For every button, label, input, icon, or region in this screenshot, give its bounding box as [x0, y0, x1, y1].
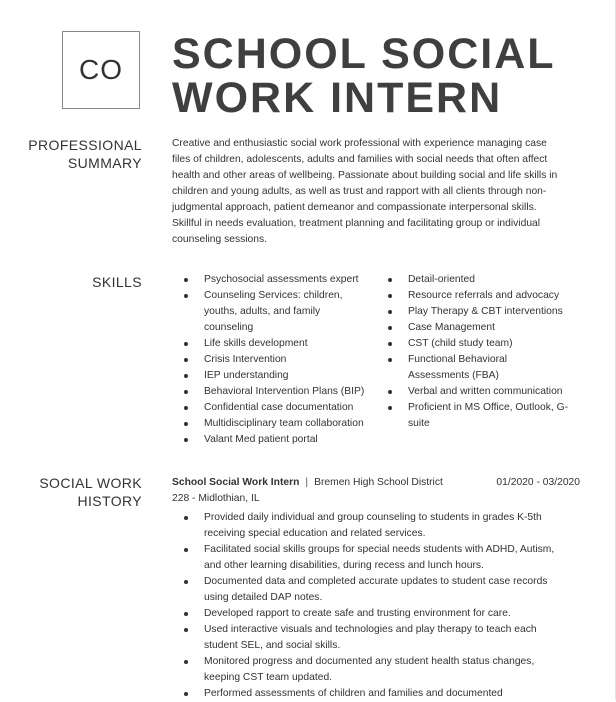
- duty-item: Documented data and completed accurate updates to student case records using detailed DAP notes.: [172, 574, 592, 606]
- duty-item: Facilitated social skills groups for special needs students with ADHD, Autism, and other learning disabilities, during recess and lunch hours.: [172, 542, 592, 574]
- title-line: SCHOOL SOCIAL: [172, 30, 556, 78]
- job-location: 228 - Midlothian, IL: [172, 493, 260, 504]
- heading-line: HISTORY: [77, 493, 142, 509]
- job-title: School Social Work Intern: [172, 477, 300, 488]
- title-line: WORK INTERN: [172, 74, 503, 122]
- history-heading: [20, 474, 142, 510]
- job-duties-list: [172, 510, 592, 702]
- skill-item: Counseling Services: children, youths, adults, and family counseling: [172, 288, 382, 336]
- skill-item: Proficient in MS Office, Outlook, G- suite: [376, 400, 591, 432]
- heading-line: SKILLS: [92, 274, 142, 290]
- skill-item: Functional Behavioral Assessments (FBA): [376, 352, 591, 384]
- skill-item: IEP understanding: [172, 368, 382, 384]
- summary-line: children and young adults, as well as trust and rapport with all clients through non-: [172, 186, 547, 197]
- duty-item: Used interactive visuals and technologies and play therapy to teach each student SEL, and social skills.: [172, 622, 592, 654]
- summary-text: [172, 136, 582, 248]
- duty-item: Developed rapport to create safe and trusting environment for care.: [172, 606, 592, 622]
- initials-monogram: [62, 31, 140, 109]
- skill-item: Play Therapy & CBT interventions: [376, 304, 591, 320]
- job-dates: 01/2020 - 03/2020: [496, 477, 580, 488]
- job-header: [172, 475, 582, 491]
- heading-line: SUMMARY: [67, 155, 142, 171]
- duty-item: Performed assessments of children and families and documented: [172, 686, 592, 702]
- summary-line: files of children, adolescents, adults and families with social needs that often affect: [172, 154, 548, 165]
- skill-item: Confidential case documentation: [172, 400, 382, 416]
- skill-item: Valant Med patient portal: [172, 432, 382, 448]
- duty-item: Provided daily individual and group counseling to students in grades K-5th receiving special education and related services.: [172, 510, 592, 542]
- summary-heading: [20, 136, 142, 172]
- skills-list-left: [172, 272, 382, 448]
- skill-item: Life skills development: [172, 336, 382, 352]
- job-employer: Bremen High School District: [314, 477, 443, 488]
- skill-item: Psychosocial assessments expert: [172, 272, 382, 288]
- summary-line: counseling sessions.: [172, 234, 268, 245]
- skill-item: Detail-oriented: [376, 272, 591, 288]
- skill-item: Resource referrals and advocacy: [376, 288, 591, 304]
- skills-list-right: [376, 272, 591, 432]
- duty-item: Monitored progress and documented any student health status changes, keeping CST team updated.: [172, 654, 592, 686]
- skill-item: Crisis Intervention: [172, 352, 382, 368]
- page-title: [172, 32, 602, 120]
- initials-text: CO: [79, 54, 123, 85]
- summary-line: Skillful in needs evaluation, treatment planning and facilitating group or individual: [172, 218, 541, 229]
- skill-item: Behavioral Intervention Plans (BIP): [172, 384, 382, 400]
- summary-line: Creative and enthusiastic social work professional with experience managing case: [172, 138, 547, 149]
- skill-item: Verbal and written communication: [376, 384, 591, 400]
- job-separator: |: [305, 477, 309, 488]
- summary-line: judgmental approach, patient demeanor and compassionate interpersonal skills.: [172, 202, 537, 213]
- skill-item: CST (child study team): [376, 336, 591, 352]
- skill-item: Case Management: [376, 320, 591, 336]
- summary-line: health and other areas of wellbeing. Passionate about building social and life skills in: [172, 170, 558, 181]
- skills-heading: [20, 273, 142, 291]
- heading-line: SOCIAL WORK: [39, 475, 142, 491]
- heading-line: PROFESSIONAL: [28, 137, 142, 153]
- skill-item: Multidisciplinary team collaboration: [172, 416, 382, 432]
